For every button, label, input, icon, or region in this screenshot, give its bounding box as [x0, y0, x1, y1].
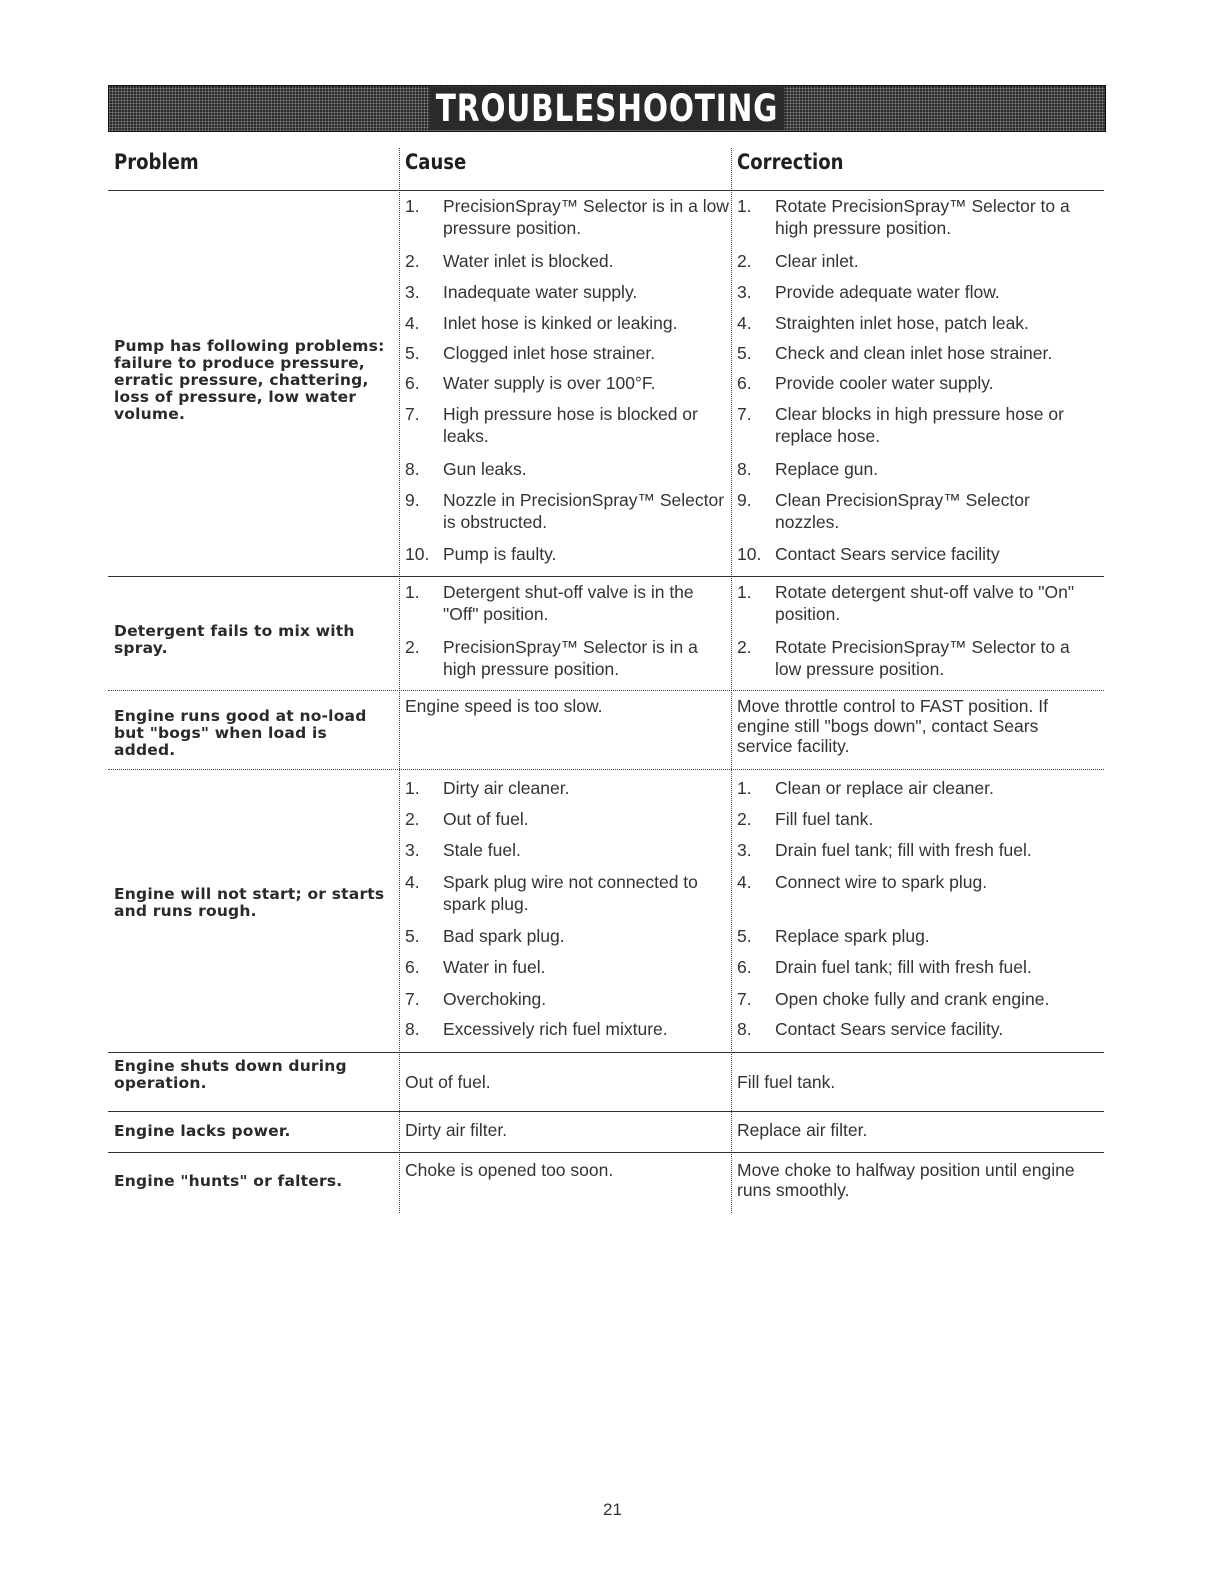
row-separator — [108, 1152, 1104, 1153]
cause-text: Choke is opened too soon. — [405, 1160, 614, 1180]
row-separator — [108, 1052, 1104, 1053]
problem-detergent: Detergent fails to mix with spray. — [114, 622, 355, 657]
header-cause: Cause — [405, 150, 467, 174]
correction-text: Move choke to halfway position until engine runs smoothly. — [737, 1160, 1075, 1200]
cause-text: Engine speed is too slow. — [405, 696, 603, 716]
problem-engine-start: Engine will not start; or starts and runs rough. — [114, 885, 385, 920]
header-correction: Correction — [737, 150, 844, 174]
title-banner — [108, 85, 1106, 132]
row-separator — [108, 690, 1104, 691]
column-divider-cause — [399, 148, 400, 1213]
problem-pump: Pump has following problems: failure to produce pressure, erratic pressure, chattering, loss of pressure, low water volume. — [114, 337, 385, 423]
row-separator — [108, 576, 1104, 577]
header-rule — [108, 190, 1104, 191]
row-separator — [108, 1111, 1104, 1112]
cause-text: Out of fuel. — [405, 1072, 491, 1092]
page-title: TROUBLESHOOTING — [429, 87, 784, 130]
correction-text: Fill fuel tank. — [737, 1072, 836, 1092]
correction-text: Move throttle control to FAST position. If engine still "bogs down", contact Sears service facility. — [737, 696, 1048, 756]
page-number: 21 — [603, 1500, 622, 1519]
problem-engine-bogs: Engine runs good at no-load but "bogs" when load is added. — [114, 707, 367, 759]
problem-engine-hunts: Engine "hunts" or falters. — [114, 1172, 343, 1190]
column-divider-correction — [731, 148, 732, 1213]
problem-engine-shuts-down: Engine shuts down during operation. — [114, 1057, 347, 1092]
problem-engine-power: Engine lacks power. — [114, 1122, 291, 1140]
cause-text: Dirty air filter. — [405, 1120, 508, 1140]
header-problem: Problem — [114, 150, 199, 174]
correction-text: Replace air filter. — [737, 1120, 868, 1140]
row-separator — [108, 769, 1104, 770]
